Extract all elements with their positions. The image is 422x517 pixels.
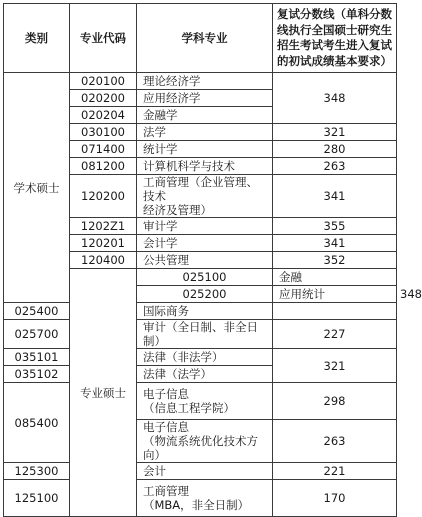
- code-cell: 025400: [4, 303, 70, 320]
- subject-line: （MBA，非全日制）: [143, 498, 250, 512]
- subject-cell: 国际商务: [137, 303, 273, 320]
- subject-line: （信息工程学院）: [143, 401, 235, 415]
- subject-cell: 公共管理: [137, 252, 273, 269]
- subject-cell: 法律（法学）: [137, 366, 273, 383]
- table-row: [4, 303, 397, 320]
- table-row: [4, 320, 397, 349]
- subject-cell: 理论经济学: [137, 73, 273, 90]
- category-professional: 专业硕士: [70, 269, 137, 517]
- table-row: [4, 349, 397, 366]
- code-cell: 081200: [70, 158, 137, 175]
- score-cell: 170: [273, 480, 397, 517]
- code-cell: 020200: [70, 90, 137, 107]
- subject-line: （物流系统优化技术方向）: [143, 434, 258, 462]
- subject-line: 电子信息: [143, 387, 189, 401]
- subject-cell: 审计（全日制、非全日制）: [137, 320, 273, 349]
- header-score: 复试分数线（单科分数线执行全国硕士研究生招生考试考生进入复试的初试成绩基本要求）: [273, 4, 397, 73]
- score-cell: 227: [273, 320, 397, 349]
- header-code: 专业代码: [70, 4, 137, 73]
- code-cell: 020100: [70, 73, 137, 90]
- code-cell: 120200: [70, 175, 137, 218]
- subject-line: 经济及管理）: [143, 203, 212, 217]
- score-cell: 280: [273, 141, 397, 158]
- subject-cell: [137, 480, 273, 517]
- code-cell: 030100: [70, 124, 137, 141]
- subject-line: 工商管理: [143, 484, 189, 498]
- score-cell: 352: [273, 252, 397, 269]
- subject-line: 电子信息: [143, 420, 189, 434]
- subject-cell: 会计学: [137, 235, 273, 252]
- score-cell: 355: [273, 218, 397, 235]
- code-cell: 035101: [4, 349, 70, 366]
- code-cell: 085400: [4, 383, 70, 463]
- subject-line: 工商管理（企业管理、技术: [143, 175, 258, 203]
- category-academic: 学术硕士: [4, 73, 70, 303]
- code-cell: 025100: [137, 269, 273, 286]
- subject-cell: [137, 383, 273, 420]
- subject-cell: 应用经济学: [137, 90, 273, 107]
- code-cell: 025200: [137, 286, 273, 303]
- score-cell: 341: [273, 175, 397, 218]
- table-row: [4, 383, 397, 420]
- code-cell: 120201: [70, 235, 137, 252]
- table-row: [4, 463, 397, 480]
- score-cell: 263: [273, 420, 397, 463]
- header-category: 类别: [4, 4, 70, 73]
- score-table-container: [3, 3, 422, 517]
- subject-cell: 会计: [137, 463, 273, 480]
- subject-cell: [137, 420, 273, 463]
- subject-cell: 金融: [273, 269, 397, 286]
- score-cell: 321: [273, 349, 397, 383]
- score-cell: 341: [273, 235, 397, 252]
- subject-cell: [137, 175, 273, 218]
- table-row: [4, 73, 397, 90]
- table-row: [4, 480, 397, 517]
- subject-cell: 审计学: [137, 218, 273, 235]
- code-cell: 125300: [4, 463, 70, 480]
- code-cell: 120400: [70, 252, 137, 269]
- code-cell: 020204: [70, 107, 137, 124]
- subject-cell: 法学: [137, 124, 273, 141]
- table-row: 专业硕士 025100 金融 348: [4, 269, 397, 286]
- header-row: [4, 4, 397, 73]
- code-cell: 035102: [4, 366, 70, 383]
- score-cell: 321: [273, 124, 397, 141]
- score-cell: 221: [273, 463, 397, 480]
- score-cell: 298: [273, 383, 397, 420]
- score-cell: 263: [273, 158, 397, 175]
- code-cell: 1202Z1: [70, 218, 137, 235]
- subject-cell: 统计学: [137, 141, 273, 158]
- subject-cell: 应用统计: [273, 286, 397, 303]
- header-subject: 学科专业: [137, 4, 273, 73]
- subject-cell: 计算机科学与技术: [137, 158, 273, 175]
- score-table: [3, 3, 422, 517]
- code-cell: 125100: [4, 480, 70, 517]
- score-cell: 348: [273, 73, 397, 124]
- code-cell: 071400: [70, 141, 137, 158]
- subject-cell: 法律（非法学）: [137, 349, 273, 366]
- subject-cell: 金融学: [137, 107, 273, 124]
- code-cell: 025700: [4, 320, 70, 349]
